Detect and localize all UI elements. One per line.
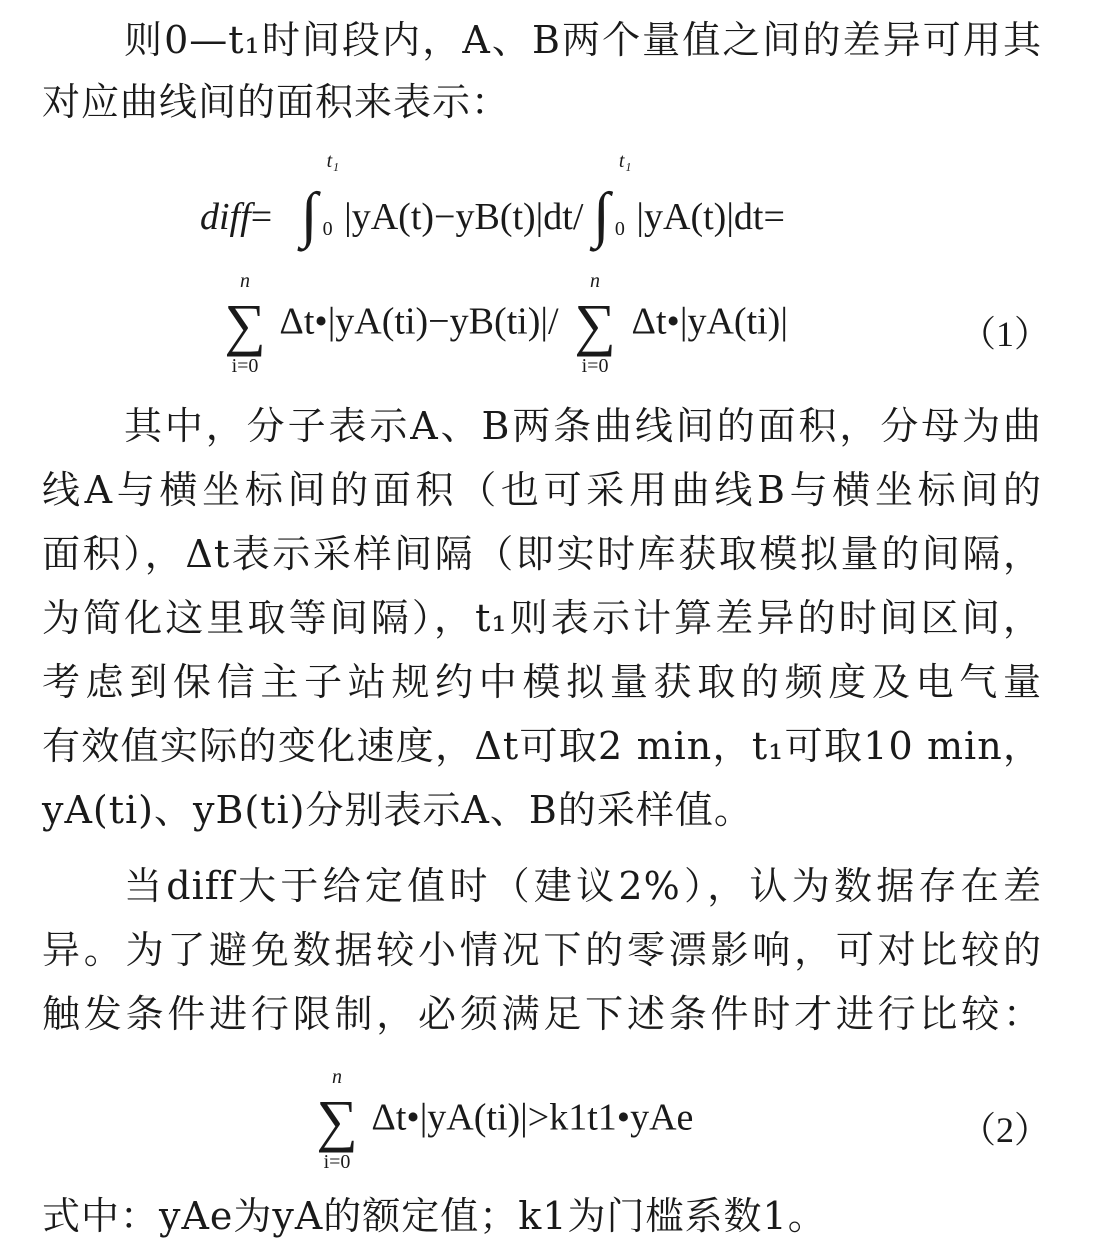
equation-2-body: Δt•|yA(ti)|>k1t1•yAe (371, 1096, 694, 1139)
sum-numerator: Δt•|yA(ti)−yB(ti)|/ (279, 300, 559, 343)
integral-numerator: |yA(t)−yB(t)|dt/ (344, 196, 584, 238)
sum-sign-eq2: n ∑ i=0 (316, 1066, 358, 1173)
integral-upper-limit: t₁ (326, 150, 340, 172)
sum-denominator: Δt•|yA(ti)| (631, 300, 788, 343)
integral-sign: ∫ (300, 181, 318, 249)
para2-line6: 有效值实际的变化速度，Δt可取2 min，t₁可取10 min， (42, 724, 1042, 768)
para2-line3: 面积），Δt表示采样间隔（即实时库获取模拟量的间隔， (42, 532, 1042, 576)
para4-line1: 式中：yAe为yA的额定值；k1为门槛系数1。 (42, 1194, 827, 1238)
integral-lower-limit-2: 0 (614, 218, 625, 240)
equation-2-number: （2） (960, 1110, 1051, 1150)
para1-line2: 对应曲线间的面积来表示： (42, 80, 511, 124)
equation-1-number: （1） (960, 314, 1051, 354)
integral-lower-limit: 0 (322, 218, 333, 240)
para1-line1: 则0—t₁时间段内，A、B两个量值之间的差异可用其 (124, 18, 1042, 62)
para2-line1: 其中，分子表示A、B两条曲线间的面积，分母为曲 (124, 404, 1042, 448)
para2-line2: 线A与横坐标间的面积（也可采用曲线B与横坐标间的 (42, 468, 1042, 512)
para3-line2: 异。为了避免数据较小情况下的零漂影响，可对比较的 (42, 928, 1042, 972)
equation-1-integral-form: diff= ∫ t₁ 0 |yA(t)−yB(t)|dt/ ∫ t₁ 0 |yA(t)|dt= (200, 150, 785, 249)
eq1-lhs: diff (200, 196, 251, 238)
sum-sign-2: n ∑ i=0 (574, 270, 616, 377)
para2-line5: 考虑到保信主子站规约中模拟量获取的频度及电气量 (42, 660, 1042, 704)
para2-line7: yA(ti)、yB(ti)分别表示A、B的采样值。 (42, 788, 753, 832)
para3-line1: 当diff大于给定值时（建议2%），认为数据存在差 (124, 864, 1042, 908)
equation-2 (310, 1066, 694, 1173)
sum-sign: n ∑ i=0 (224, 270, 266, 377)
integral-denominator: |yA(t)|dt= (636, 196, 785, 238)
para3-line3: 触发条件进行限制，必须满足下述条件时才进行比较： (42, 992, 1042, 1036)
para2-line4: 为简化这里取等间隔），t₁则表示计算差异的时间区间， (42, 596, 1042, 640)
integral-upper-limit-2: t₁ (618, 150, 632, 172)
integral-sign-2: ∫ (592, 181, 610, 249)
equation-1-sum-form (218, 270, 788, 377)
